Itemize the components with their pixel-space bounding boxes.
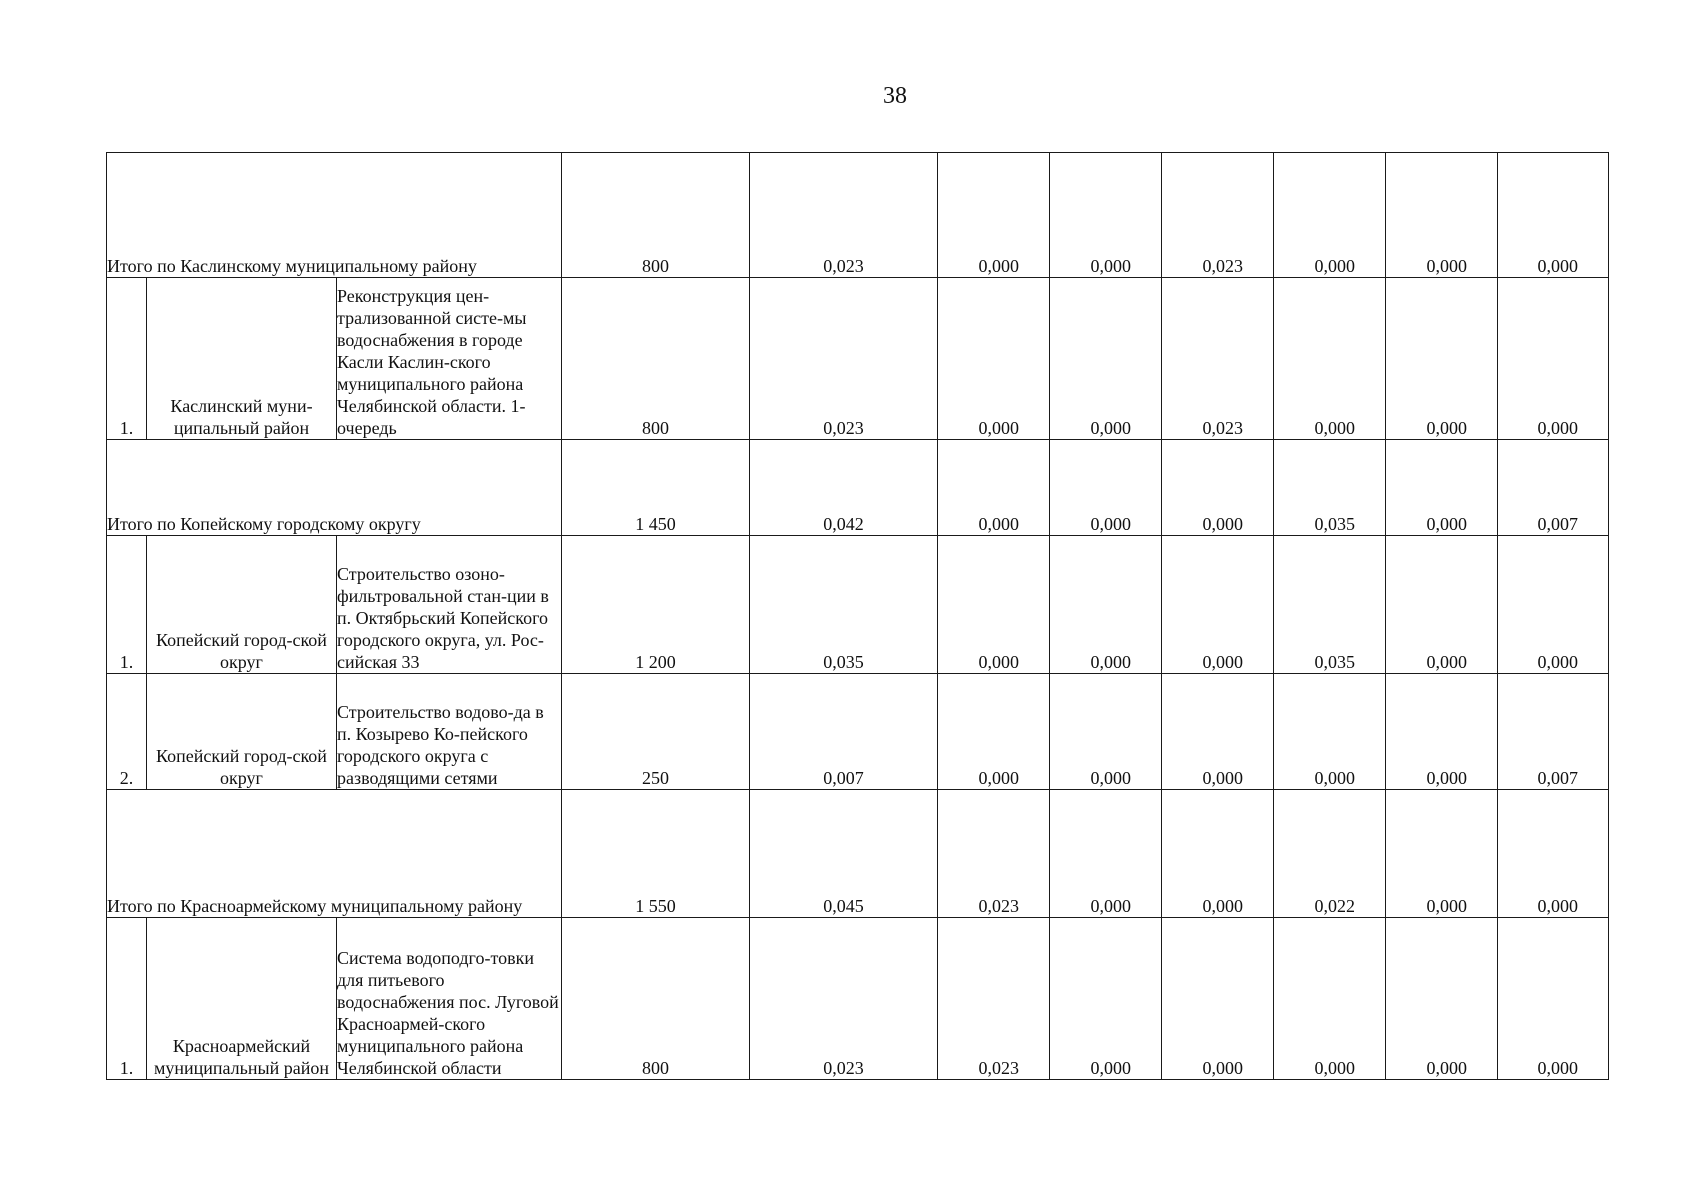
value-cell: 0,000 — [1386, 674, 1498, 790]
project-cell: Система водоподго-товки для питьевого водоснабжения пос. Луговой Красноармей-ского муниципального района Челябинской области — [337, 918, 562, 1080]
project-cell: Строительство водово-да в п. Козырево Ко-пейского городского округа с разводящими сетями — [337, 674, 562, 790]
value-cell: 0,000 — [1050, 790, 1162, 918]
subtotal-row — [107, 790, 1609, 918]
value-cell: 1 550 — [562, 790, 750, 918]
value-cell: 0,000 — [1498, 536, 1609, 674]
value-cell: 0,000 — [1274, 153, 1386, 278]
subtotal-label: Итого по Каслинскому муниципальному району — [107, 153, 562, 278]
row-index: 1. — [107, 536, 147, 674]
value-cell: 0,000 — [1162, 790, 1274, 918]
value-cell: 0,035 — [1274, 536, 1386, 674]
value-cell: 0,045 — [750, 790, 938, 918]
table-row — [107, 536, 1609, 674]
value-cell: 0,000 — [1274, 278, 1386, 440]
value-cell: 0,000 — [1274, 918, 1386, 1080]
value-cell: 0,023 — [750, 153, 938, 278]
subtotal-label: Итого по Копейскому городскому округу — [107, 440, 562, 536]
value-cell: 800 — [562, 153, 750, 278]
table-row — [107, 278, 1609, 440]
value-cell: 0,000 — [1386, 536, 1498, 674]
value-cell: 0,000 — [1386, 790, 1498, 918]
value-cell: 0,000 — [1498, 278, 1609, 440]
district-cell: Копейский город-ской округ — [147, 536, 337, 674]
subtotal-label: Итого по Красноармейскому муниципальному району — [107, 790, 562, 918]
value-cell: 0,000 — [938, 536, 1050, 674]
value-cell: 0,000 — [1050, 278, 1162, 440]
value-cell: 0,000 — [1274, 674, 1386, 790]
value-cell: 0,000 — [1050, 674, 1162, 790]
value-cell: 0,000 — [1386, 278, 1498, 440]
value-cell: 0,023 — [1162, 153, 1274, 278]
district-cell: Копейский город-ской округ — [147, 674, 337, 790]
value-cell: 0,042 — [750, 440, 938, 536]
value-cell: 1 200 — [562, 536, 750, 674]
value-cell: 0,000 — [938, 278, 1050, 440]
project-cell: Реконструкция цен-трализованной систе-мы водоснабжения в городе Касли Каслин-ского муниципального района Челябинской области. 1-очередь — [337, 278, 562, 440]
value-cell: 0,000 — [1498, 790, 1609, 918]
district-cell: Каслинский муни-ципальный район — [147, 278, 337, 440]
value-cell: 0,000 — [1386, 440, 1498, 536]
value-cell: 0,000 — [1162, 674, 1274, 790]
value-cell: 0,000 — [1162, 440, 1274, 536]
value-cell: 0,000 — [1050, 440, 1162, 536]
value-cell: 0,007 — [750, 674, 938, 790]
value-cell: 0,023 — [938, 790, 1050, 918]
value-cell: 0,007 — [1498, 440, 1609, 536]
district-cell: Красноармейский муниципальный район — [147, 918, 337, 1080]
value-cell: 0,035 — [1274, 440, 1386, 536]
value-cell: 0,000 — [1386, 918, 1498, 1080]
value-cell: 800 — [562, 918, 750, 1080]
value-cell: 0,000 — [1050, 918, 1162, 1080]
value-cell: 0,000 — [1386, 153, 1498, 278]
value-cell: 0,000 — [938, 674, 1050, 790]
project-cell: Строительство озоно-фильтровальной стан-ции в п. Октябрьский Копейского городского округа, ул. Рос-сийская 33 — [337, 536, 562, 674]
row-index: 2. — [107, 674, 147, 790]
table-row — [107, 918, 1609, 1080]
table-row — [107, 674, 1609, 790]
value-cell: 0,022 — [1274, 790, 1386, 918]
value-cell: 0,000 — [1498, 918, 1609, 1080]
value-cell: 0,000 — [1162, 536, 1274, 674]
value-cell: 0,000 — [1162, 918, 1274, 1080]
row-index: 1. — [107, 278, 147, 440]
subtotal-row — [107, 440, 1609, 536]
value-cell: 250 — [562, 674, 750, 790]
value-cell: 0,035 — [750, 536, 938, 674]
value-cell: 0,000 — [938, 440, 1050, 536]
value-cell: 0,007 — [1498, 674, 1609, 790]
row-index: 1. — [107, 918, 147, 1080]
value-cell: 0,023 — [938, 918, 1050, 1080]
value-cell: 1 450 — [562, 440, 750, 536]
value-cell: 0,023 — [1162, 278, 1274, 440]
value-cell: 0,023 — [750, 918, 938, 1080]
value-cell: 0,000 — [1050, 153, 1162, 278]
value-cell: 0,000 — [1050, 536, 1162, 674]
value-cell: 0,000 — [938, 153, 1050, 278]
value-cell: 800 — [562, 278, 750, 440]
page-number: 38 — [883, 83, 907, 109]
data-table — [106, 152, 1609, 1080]
subtotal-row — [107, 153, 1609, 278]
value-cell: 0,000 — [1498, 153, 1609, 278]
value-cell: 0,023 — [750, 278, 938, 440]
